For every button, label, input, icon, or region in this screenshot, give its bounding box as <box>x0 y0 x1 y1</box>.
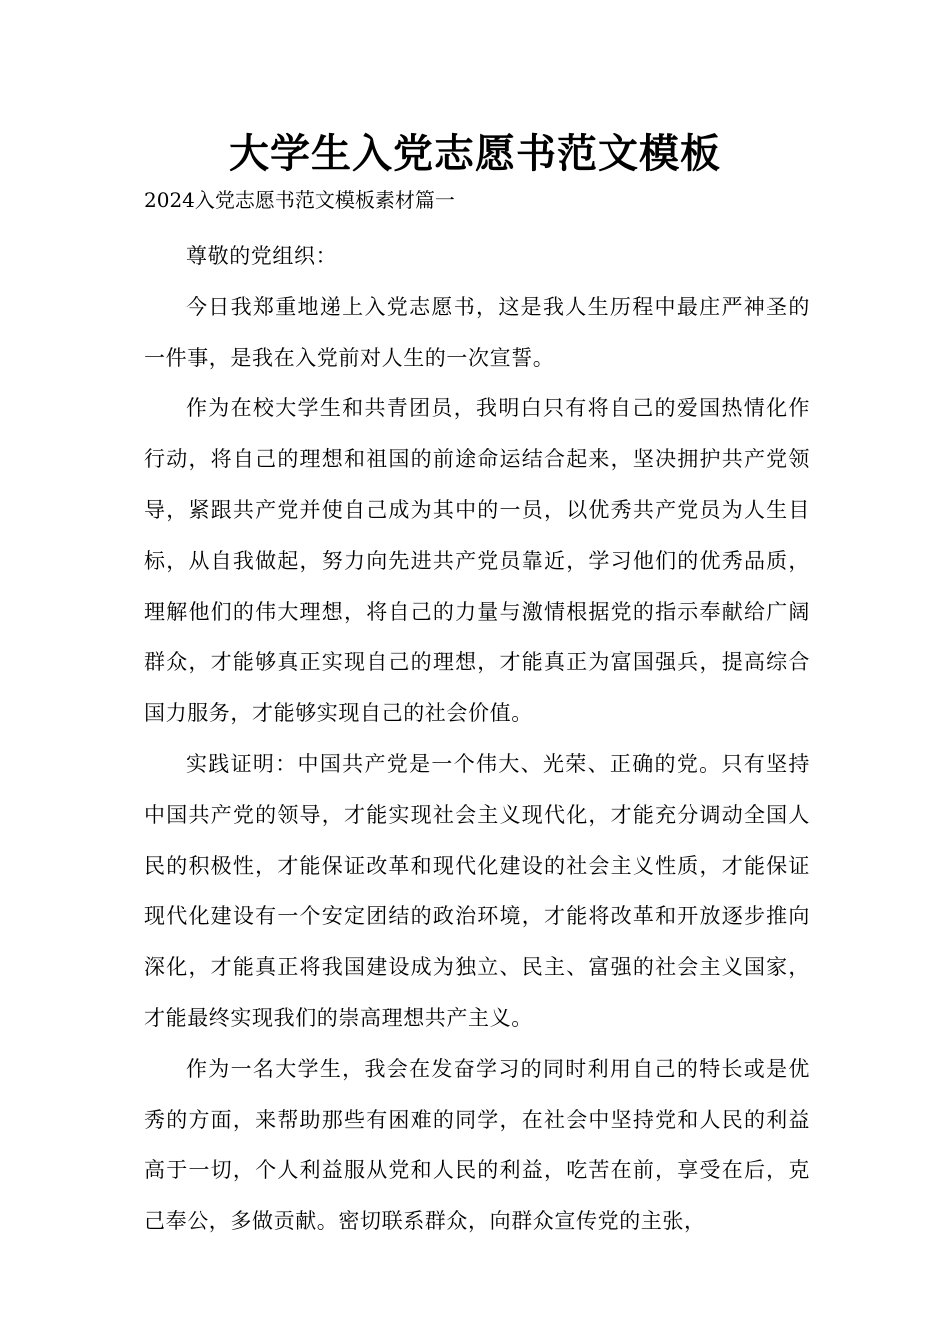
document-title: 大学生入党志愿书范文模板 <box>229 131 721 177</box>
body-paragraph: 作为在校大学生和共青团员，我明白只有将自己的爱国热情化作行动，将自己的理想和祖国的前途命运结合起来，坚决拥护共产党领导，紧跟共产党并使自己成为其中的一员，以优秀共产党员为人生目标，从自我做起，努力向先进共产党员靠近，学习他们的优秀品质，理解他们的伟大理想，将自己的力量与激情根据党的指示奉献给广阔群众，才能够真正实现自己的理想，才能真正为富国强兵，提高综合国力服务，才能够实现自己的社会价值。 <box>144 396 810 726</box>
document-body <box>144 231 810 1247</box>
body-paragraph: 今日我郑重地递上入党志愿书，这是我人生历程中最庄严神圣的一件事，是我在入党前对人生的一次宣誓。 <box>144 294 810 370</box>
body-paragraph: 作为一名大学生，我会在发奋学习的同时利用自己的特长或是优秀的方面，来帮助那些有困难的同学，在社会中坚持党和人民的利益高于一切，个人利益服从党和人民的利益，吃苦在前，享受在后，克己奉公，多做贡献。密切联系群众，向群众宣传党的主张， <box>144 1056 810 1234</box>
salutation: 尊敬的党组织： <box>186 244 338 268</box>
document-subtitle: 2024入党志愿书范文模板素材篇一 <box>144 188 455 212</box>
body-paragraph: 实践证明：中国共产党是一个伟大、光荣、正确的党。只有坚持中国共产党的领导，才能实现社会主义现代化，才能充分调动全国人民的积极性，才能保证改革和现代化建设的社会主义性质，才能保证现代化建设有一个安定团结的政治环境，才能将改革和开放逐步推向深化，才能真正将我国建设成为独立、民主、富强的社会主义国家，才能最终实现我们的崇高理想共产主义。 <box>144 751 810 1030</box>
